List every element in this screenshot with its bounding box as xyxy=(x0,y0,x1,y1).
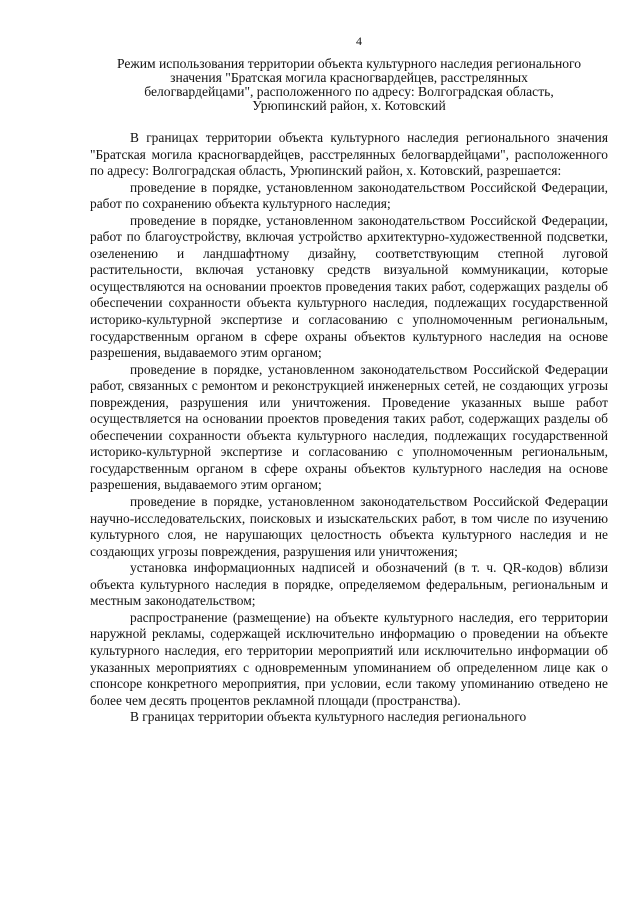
paragraph-preservation-works: проведение в порядке, установленном законодательством Российской Федерации, работ по сохранению объекта культурного наследия; xyxy=(90,179,608,212)
title-line: Урюпинский район, х. Котовский xyxy=(252,98,446,113)
paragraph-engineering-networks: проведение в порядке, установленном законодательством Российской Федерации работ, связанных с ремонтом и реконструкцией инженерных сетей, не создающих угрозы повреждения, разрушения или уничтожения. Проведение указанных выше работ осуществляется на основании проектов проведения таких работ, содержащих разделы об обеспечении сохранности объекта культурного наследия, подлежащих государственной историко-культурной экспертизе и согласованию с уполномоченным региональным, государственным органом в сфере охраны объектов культурного наследия на основе разрешения, выдаваемого этим органом; xyxy=(90,361,608,493)
paragraph-information-signs: установка информационных надписей и обозначений (в т. ч. QR-кодов) вблизи объекта культурного наследия в порядке, определяемом федеральным, региональным и местным законодательством; xyxy=(90,560,608,609)
paragraph-landscaping-works: проведение в порядке, установленном законодательством Российской Федерации, работ по благоустройству, включая устройство архитектурно-художественной подсветки, озеленению и ландшафтному дизайну, соответствующим степной луговой растительности, включая установку средств визуальной коммуникации, которые осуществляются на основании проектов проведения таких работ, содержащих разделы об обеспечении сохранности объекта культурного наследия, подлежащих государственной историко-культурной экспертизе и согласованию с уполномоченным региональным, государственным органом в сфере охраны объектов культурного наследия на основе разрешения, выдаваемого этим органом; xyxy=(90,212,608,361)
title-line: значения "Братская могила красногвардейцев, расстрелянных xyxy=(170,70,528,85)
document-title xyxy=(90,57,608,113)
paragraph-continuation: В границах территории объекта культурного наследия регионального xyxy=(130,709,527,725)
paragraph-intro: В границах территории объекта культурного наследия регионального значения "Братская могила красногвардейцев, расстрелянных белогвардейцами", расположенного по адресу: Волгоградская область, Урюпинский район, х. Котовский, разрешается: xyxy=(90,130,608,179)
document-body xyxy=(90,130,608,726)
paragraph-research-works: проведение в порядке, установленном законодательством Российской Федерации научно-исследовательских, поисковых и изыскательских работ, в том числе по изучению культурного слоя, не нарушающих целостность объекта культурного наследия и не создающих угрозы повреждения, разрушения или уничтожения; xyxy=(90,494,608,559)
title-line: Режим использования территории объекта культурного наследия регионального xyxy=(116,56,582,71)
paragraph-advertising: распространение (размещение) на объекте культурного наследия, его территории наружной рекламы, содержащей исключительно информацию о проведении на объекте культурного наследия, его территории мероприятий или исключительно информации об указанных мероприятиях с одновременным упоминанием об определенном лице как о спонсоре конкретного мероприятия, при условии, если такому упоминанию отведено не более чем десять процентов рекламной площади (пространства). xyxy=(90,609,608,708)
title-line: белогвардейцами", расположенного по адресу: Волгоградская область, xyxy=(144,84,554,99)
page-number: 4 xyxy=(356,34,362,48)
